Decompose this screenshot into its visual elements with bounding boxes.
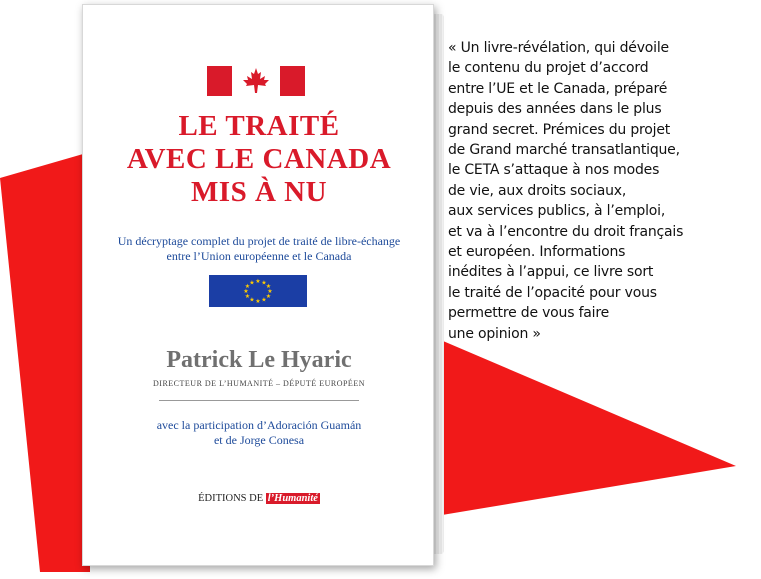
maple-leaf-icon	[240, 67, 272, 95]
divider	[159, 400, 359, 401]
svg-text:★: ★	[243, 288, 249, 295]
book-subtitle: Un décryptage complet du projet de traité de libre-échange entre l’Union européenne et le Canada	[117, 234, 401, 263]
canada-flag	[207, 66, 305, 96]
svg-text:★: ★	[244, 283, 251, 290]
book-title-line-1: LE TRAITÉ	[178, 110, 340, 142]
author-name: Patrick Le Hyaric	[166, 347, 352, 373]
svg-text:★: ★	[261, 279, 267, 287]
book-description-quote: « Un livre-révélation, qui dévoile le contenu du projet d’accord entre l’UE et le Canada, préparé depuis des années dans le plus grand secret. Prémices du projet de Grand marché transatlantique, le CETA s’attaque à nos modes de vie, aux droits sociaux, aux services publics, à l’emploi, et va à l’encontre du droit français et européen. Informations inédites à l’appui, ce livre sort le traité de l’opacité pour vous permettre de vous faire une opinion »	[448, 40, 684, 342]
svg-text:★: ★	[265, 293, 272, 300]
publisher	[83, 493, 435, 504]
book-title-line-2: AVEC LE CANADA	[126, 143, 392, 175]
book-cover	[82, 4, 434, 566]
svg-text:★: ★	[255, 278, 261, 285]
collaboration-text: avec la participation d’Adoración Guamán et de Jorge Conesa	[156, 418, 362, 447]
svg-text:★: ★	[265, 283, 272, 290]
svg-text:★: ★	[261, 296, 267, 304]
svg-text:★: ★	[255, 298, 261, 305]
svg-text:★: ★	[244, 293, 251, 300]
book	[82, 4, 436, 570]
svg-text:★: ★	[249, 296, 255, 304]
svg-text:★: ★	[267, 288, 273, 295]
publisher-brand-logo: l’Humanité	[267, 493, 318, 504]
eu-flag	[209, 275, 307, 307]
book-title-line-3: MIS À NU	[190, 176, 328, 208]
author-role: DIRECTEUR DE L’HUMANITÉ – DÉPUTÉ EUROPÉEN	[153, 379, 365, 388]
publisher-prefix: ÉDITIONS DE	[198, 493, 264, 504]
svg-text:★: ★	[249, 279, 255, 287]
eu-stars-icon	[209, 275, 307, 307]
